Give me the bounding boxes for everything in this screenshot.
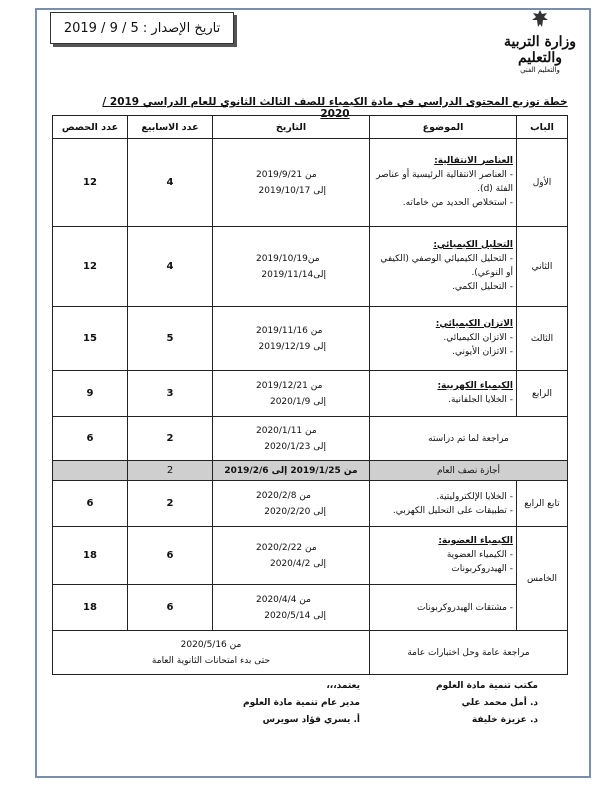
date-to: إلى 2020/2/20 (264, 506, 326, 517)
date-cell (213, 527, 370, 585)
table-row (53, 585, 568, 631)
date-to: إلى 2019/10/17 (258, 185, 326, 196)
header-date: التاريخ (213, 116, 370, 139)
date-cell (213, 585, 370, 631)
periods-cell: 18 (53, 585, 128, 631)
table-row (53, 307, 568, 371)
topic-item: مراجعة لما تم دراسته (428, 433, 509, 444)
periods-cell: 6 (53, 481, 128, 527)
topic-cell (370, 139, 517, 227)
holiday-label: أجازة نصف العام (370, 461, 568, 481)
table-header-row (53, 116, 568, 139)
topic-cell (370, 307, 517, 371)
topic-item: - الكيمياء العضوية (446, 549, 513, 560)
weeks-cell: 2 (128, 481, 213, 527)
date-cell (213, 139, 370, 227)
header-topic: الموضوع (370, 116, 517, 139)
date-from: من 2020/2/8 (256, 490, 311, 501)
topic-item: - الخلايا الإلكتروليتية. (436, 491, 513, 502)
holiday-weeks: 2 (128, 461, 213, 481)
date-from: من 2020/4/4 (256, 594, 311, 605)
footer-signatories-right (436, 678, 538, 729)
unit-cell: الخامس (517, 527, 568, 631)
unit-cell: الثالث (517, 307, 568, 371)
periods-cell: 9 (53, 371, 128, 417)
periods-cell: 15 (53, 307, 128, 371)
date-from: من 2020/1/11 (256, 425, 317, 436)
topic-item: - استخلاص الحديد من خاماته. (402, 197, 513, 208)
topic-cell (370, 371, 517, 417)
topic-item: - الاتزان الكيميائي. (443, 332, 513, 343)
topic-cell (370, 527, 517, 585)
date-from: من 2019/9/21 (256, 169, 317, 180)
table-row (53, 527, 568, 585)
weeks-cell: 3 (128, 371, 213, 417)
topic-item: - مشتقات الهيدروكربونات (417, 602, 513, 613)
date-from: من 2019/11/16 (256, 325, 323, 336)
holiday-periods (53, 461, 128, 481)
weeks-cell: 6 (128, 527, 213, 585)
table-row (53, 139, 568, 227)
unit-cell: الثاني (517, 227, 568, 307)
logo-line1: وزارة التربية والتعليم (503, 34, 577, 66)
weeks-cell: 6 (128, 585, 213, 631)
header-weeks: عدد الاسابيع (128, 116, 213, 139)
weeks-cell: 2 (128, 417, 213, 461)
periods-cell: 18 (53, 527, 128, 585)
topic-heading: الاتزان الكيميائي: (435, 318, 513, 329)
date-from: من 2019/12/21 (256, 380, 323, 391)
table-row (53, 227, 568, 307)
date-to: إلى2019/11/14 (261, 269, 326, 280)
date-cell (213, 371, 370, 417)
weeks-cell: 4 (128, 227, 213, 307)
topic-cell (370, 585, 517, 631)
topic-heading: الكيمياء الكهربية: (437, 380, 513, 391)
topic-item: - الهيدروكربونات (451, 563, 513, 574)
date-from: من 2020/5/16 (180, 639, 242, 650)
periods-cell: 12 (53, 227, 128, 307)
topic-item: - الاتزان الأيوني. (452, 346, 513, 357)
table-row (53, 631, 568, 675)
header-unit: الباب (517, 116, 568, 139)
unit-cell: تابع الرابع (517, 481, 568, 527)
date-to: إلى 2020/5/14 (264, 610, 326, 621)
footer-left-title: يعتمد،،، (326, 681, 360, 691)
date-to: إلى 2020/4/2 (269, 558, 326, 569)
unit-cell: الرابع (517, 371, 568, 417)
periods-cell: 6 (53, 417, 128, 461)
footer-signatories-left (240, 678, 360, 729)
topic-cell (370, 227, 517, 307)
table-row (53, 481, 568, 527)
date-cell (213, 227, 370, 307)
date-to: إلى 2020/1/23 (264, 441, 326, 452)
eagle-emblem-icon (529, 8, 551, 30)
issue-date: تاريخ الإصدار : 5 / 9 / 2019 (63, 20, 221, 36)
topic-heading: الكيمياء العضوية: (438, 535, 513, 546)
topic-heading: العناصر الانتقالية: (434, 155, 513, 166)
plan-title: خطة توزيع المحتوى الدراسي في مادة الكيمياء للصف الثالث الثانوي للعام الدراسي 2019 / 2020 (102, 96, 568, 120)
date-to: حتى بدء امتحانات الثانوية العامة (151, 655, 271, 666)
footer-right-name2: د. عزيزة خليفة (471, 715, 538, 725)
table-row (53, 417, 568, 461)
final-date-cell (53, 631, 370, 675)
topic-item: - الخلايا الجلفانية. (448, 394, 513, 405)
weeks-cell: 4 (128, 139, 213, 227)
date-to: إلى 2020/1/9 (269, 396, 326, 407)
table-row (53, 371, 568, 417)
footer-right-title: مكتب تنمية مادة العلوم (436, 681, 538, 691)
logo-line2: والتعليم الفني (520, 66, 560, 74)
footer-right-name1: د. أمل محمد علي (461, 698, 538, 708)
topic-item: - التحليل الكيميائي الوصفي (الكيفي أو النوعي). (380, 253, 513, 278)
topic-heading: التحليل الكيميائي: (433, 239, 513, 250)
topic-item: - التحليل الكمي. (451, 281, 513, 292)
header-periods: عدد الحصص (53, 116, 128, 139)
holiday-dates: من 2019/1/25 إلى 2019/2/6 (213, 461, 370, 481)
topic-cell (370, 481, 517, 527)
periods-cell: 12 (53, 139, 128, 227)
date-cell (213, 307, 370, 371)
weeks-cell: 5 (128, 307, 213, 371)
issue-date-box (50, 12, 234, 44)
date-cell (213, 481, 370, 527)
date-from: من 2020/2/22 (256, 542, 317, 553)
topic-item: - تطبيقات على التحليل الكهربي. (392, 505, 513, 516)
holiday-row (53, 461, 568, 481)
unit-cell: الأول (517, 139, 568, 227)
date-to: إلى 2019/12/19 (258, 341, 326, 352)
ministry-logo (500, 8, 580, 78)
review-cell (370, 417, 568, 461)
topic-item: - العناصر الانتقالية الرئيسية أو عناصر الفئة (d). (376, 169, 513, 194)
date-cell (213, 417, 370, 461)
footer-left-name: أ. يسري فؤاد سويرس (262, 715, 360, 725)
date-from: من2019/10/19 (256, 253, 320, 264)
plan-table (52, 115, 568, 675)
footer-left-role: مدير عام تنمية مادة العلوم (243, 698, 360, 708)
final-topic: مراجعة عامة وحل اختبارات عامة (370, 631, 568, 675)
